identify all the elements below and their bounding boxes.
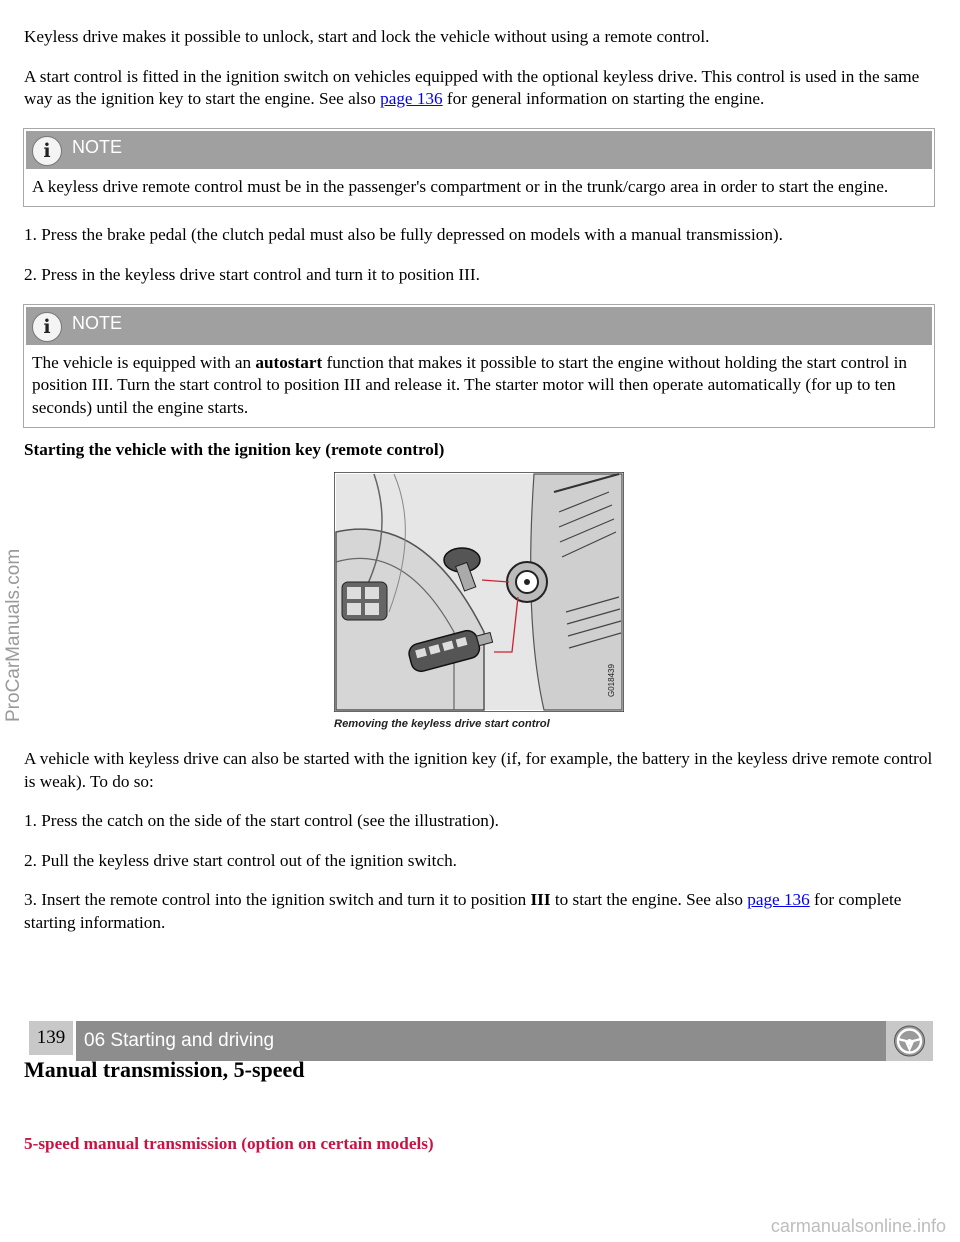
watermark-left: ProCarManuals.com [3,548,24,722]
page-136-link[interactable]: page 136 [747,890,810,910]
note-title: NOTE [72,312,123,333]
note-header [26,307,932,345]
step-text: for complete starting information. [24,890,902,932]
page-136-link[interactable]: page 136 [380,89,443,109]
start-control-paragraph [24,66,936,111]
step-text: 3. Insert the remote control into the ignition switch and turn it to position [24,890,531,910]
note-box [23,304,935,429]
note-box [23,128,935,208]
note-body: A keyless drive remote control must be in the passenger's compartment or in the trunk/cargo area in order to start the engine. [32,176,889,196]
section-title: Starting the vehicle with the ignition key (remote control) [24,440,445,460]
note-text: function that makes it possible to start the engine without holding the start control in position III. Turn the start control to position III and release it. The starter motor will then operate automatically (for up to ten seconds) until the engine starts. [32,352,907,417]
chapter-title: 06 Starting and driving [76,1021,888,1061]
figure-caption: Removing the keyless drive start control [334,717,550,730]
step-text: to start the engine. See also [550,890,748,910]
paragraph-text: A start control is fitted in the ignition switch on vehicles equipped with the optional keyless drive. This control is used in the same way as the ignition key to start the engine. See also [24,66,920,109]
step-2-pull: 2. Pull the keyless drive start control out of the ignition switch. [24,850,457,870]
page-heading: Manual transmission, 5-speed [24,1057,305,1082]
steering-wheel-icon [886,1021,933,1061]
intro-paragraph: Keyless drive makes it possible to unlock, start and lock the vehicle without using a remote control. [24,27,710,46]
info-icon: i [32,312,62,342]
page-number: 139 [29,1021,73,1055]
note-text: The vehicle is equipped with an [32,352,256,372]
info-icon: i [32,136,62,166]
paragraph-text: for general information on starting the engine. [442,89,765,109]
step-3-insert [24,889,936,934]
step-1-catch: 1. Press the catch on the side of the start control (see the illustration). [24,811,499,831]
ignition-key-paragraph: A vehicle with keyless drive can also be started with the ignition key (if, for example, the battery in the keyless drive remote control is weak). To do so: [24,748,933,791]
figure-code: G018439 [607,664,616,697]
step-2: 2. Press in the keyless drive start control and turn it to position III. [24,264,480,284]
ignition-illustration [334,472,624,712]
position-iii: III [530,890,551,910]
illustration [334,472,624,734]
note-body [24,347,934,428]
note-header [26,131,932,169]
page-content [24,26,936,952]
note-title: NOTE [72,136,123,157]
watermark-bottom: carmanualsonline.info [770,1216,946,1236]
subheading: 5-speed manual transmission (option on certain models) [24,1134,434,1153]
autostart-term: autostart [255,352,323,372]
step-1: 1. Press the brake pedal (the clutch pedal must also be fully depressed on models with a manual transmission). [24,225,783,245]
